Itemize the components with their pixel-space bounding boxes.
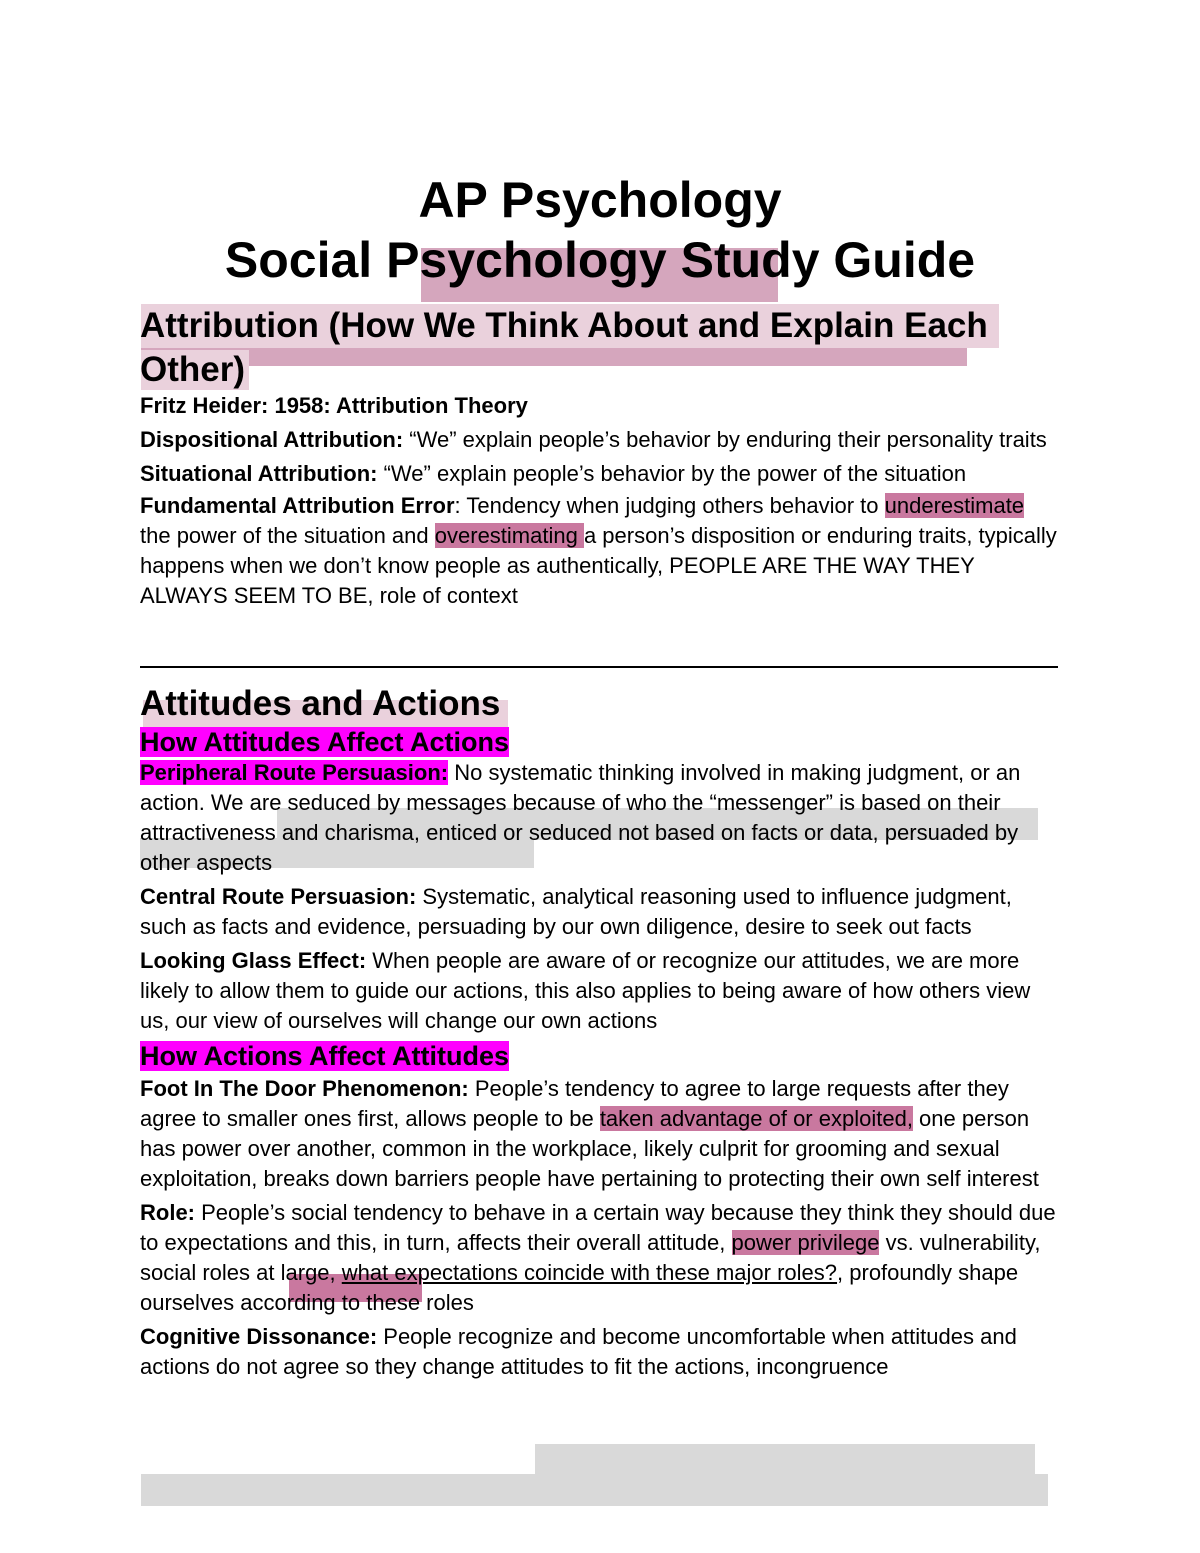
looking-glass-paragraph [140, 946, 1060, 1036]
role-text-2: vs. vulnerability, social roles at large, [140, 1230, 1041, 1285]
central-text: Systematic, analytical reasoning used to influence judgment, such as facts and evidence, persuading by our own diligence, desire to seek out facts [140, 884, 1012, 939]
section-heading-attribution: Attribution (How We Think About and Explain Each Other) [140, 306, 988, 389]
fae-mid-text: the power of the situation and [140, 523, 435, 548]
section-heading-attitudes: Attitudes and Actions [140, 684, 501, 723]
fae-paragraph [140, 491, 1060, 611]
subheading-text: How Actions Affect Attitudes [140, 1041, 509, 1071]
situational-text: “We” explain people’s behavior by the power of the situation [377, 461, 967, 486]
fae-colon-text: : Tendency when judging others behavior to [454, 493, 885, 518]
role-term: Role: [140, 1200, 195, 1225]
fae-highlight-overestimating: overestimating [434, 523, 584, 548]
fae-end-text: a person’s disposition or enduring traits, typically happens when we don’t know people as authentically, PEOPLE ARE THE WAY THEY ALWAYS SEEM TO BE, role of context [140, 523, 1057, 608]
peripheral-term: Peripheral Route Persuasion: [140, 760, 449, 785]
page-subtitle: Social Psychology Study Guide [224, 232, 976, 288]
central-paragraph [140, 882, 1060, 942]
subheading-attitudes-affect-actions [140, 726, 1060, 758]
role-text-3: , profoundly shape ourselves according to these roles [140, 1260, 1019, 1315]
role-text: People’s social tendency to behave in a certain way because they think they should due to expectations and this, in turn, affects their overall attitude, [140, 1200, 1056, 1255]
horizontal-rule [140, 666, 1058, 668]
heider-line: Fritz Heider: 1958: Attribution Theory [140, 393, 528, 418]
cognitive-dissonance-text: People recognize and become uncomfortable when attitudes and actions do not agree so they change attitudes to fit the actions, incongruence [140, 1324, 1017, 1379]
foot-in-door-paragraph [140, 1074, 1060, 1194]
dispositional-term: Dispositional Attribution: [140, 427, 404, 452]
cognitive-dissonance-paragraph [140, 1322, 1060, 1382]
attitudes-content [140, 726, 1060, 1382]
situational-paragraph [140, 459, 1060, 489]
peripheral-text: No systematic thinking involved in making judgment, or an action. We are seduced by messages because of who the “messenger” is based on their attractiveness and charisma, enticed or seduced not based on facts or data, persuaded by other aspects [140, 760, 1021, 875]
peripheral-paragraph [140, 758, 1060, 878]
foot-in-door-term: Foot In The Door Phenomenon: [140, 1076, 469, 1101]
attribution-content [140, 391, 1060, 611]
subheading-actions-affect-attitudes [140, 1040, 1060, 1072]
highlight-box [535, 1444, 1035, 1476]
role-underlined-question: what expectations coincide with these major roles? [341, 1260, 838, 1285]
subheading-text: How Attitudes Affect Actions [140, 727, 509, 757]
looking-glass-term: Looking Glass Effect: [140, 948, 367, 973]
fae-highlight-underestimate: underestimate [884, 493, 1025, 518]
situational-term: Situational Attribution: [140, 461, 378, 486]
fae-term: Fundamental Attribution Error [140, 493, 455, 518]
foot-in-door-highlight: taken advantage of or exploited, [599, 1106, 913, 1131]
highlight-box [141, 1474, 1048, 1506]
page-title: AP Psychology [418, 172, 782, 228]
foot-in-door-text-2: one person has power over another, common in the workplace, likely culprit for grooming and sexual exploitation, breaks down barriers people have pertaining to protecting their own self interest [140, 1106, 1039, 1191]
role-highlight: power privilege [731, 1230, 880, 1255]
central-term: Central Route Persuasion: [140, 884, 417, 909]
dispositional-text: “We” explain people’s behavior by enduring their personality traits [403, 427, 1047, 452]
looking-glass-text: When people are aware of or recognize our attitudes, we are more likely to allow them to guide our actions, this also applies to being aware of how others view us, our view of ourselves will change our own actions [140, 948, 1031, 1033]
cognitive-dissonance-term: Cognitive Dissonance: [140, 1324, 378, 1349]
dispositional-paragraph [140, 425, 1060, 455]
role-paragraph [140, 1198, 1060, 1318]
foot-in-door-text: People’s tendency to agree to large requests after they agree to smaller ones first, allows people to be [140, 1076, 1009, 1131]
